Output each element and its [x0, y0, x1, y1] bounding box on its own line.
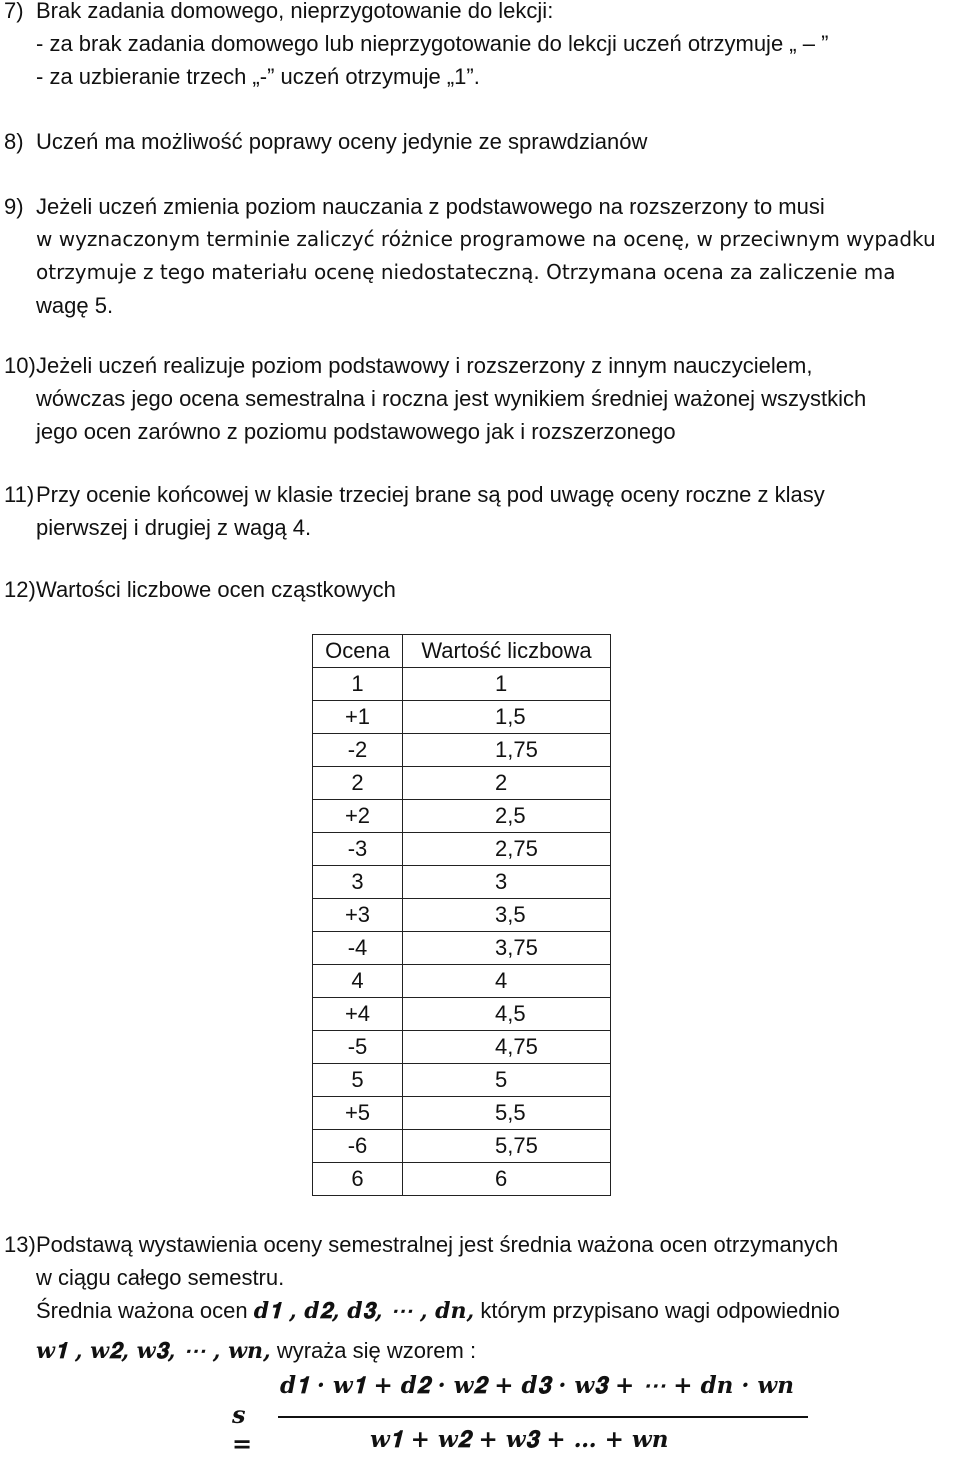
item-13-number: 13) — [4, 1232, 36, 1257]
column-header-wartosc: Wartość liczbowa — [403, 635, 611, 668]
grade-cell: -2 — [313, 734, 403, 767]
grade-cell: 4 — [313, 965, 403, 998]
grade-cell: +3 — [313, 899, 403, 932]
table-row — [313, 767, 611, 800]
value-cell: 1 — [403, 668, 611, 701]
item-13-line-3-suffix: którym przypisano wagi odpowiednio — [480, 1298, 840, 1323]
value-cell: 5,75 — [403, 1130, 611, 1163]
item-11-line-1: Przy ocenie końcowej w klasie trzeciej brane są pod uwagę oceny roczne z klasy — [36, 482, 825, 507]
item-8-number: 8) — [4, 129, 24, 154]
item-7-line-1: - za brak zadania domowego lub nieprzygotowanie do lekcji uczeń otrzymuje „ – ” — [36, 31, 829, 56]
value-cell: 1,5 — [403, 701, 611, 734]
value-cell: 2,5 — [403, 800, 611, 833]
grade-cell: +4 — [313, 998, 403, 1031]
value-cell: 4,75 — [403, 1031, 611, 1064]
table-row — [313, 899, 611, 932]
item-13-line-3-prefix: Średnia ważona ocen — [36, 1298, 248, 1323]
table-header-row — [313, 635, 611, 668]
item-11-line-2: pierwszej i drugiej z wagą 4. — [36, 515, 312, 540]
table-row — [313, 932, 611, 965]
item-7-number: 7) — [4, 0, 24, 23]
grade-cell: -4 — [313, 932, 403, 965]
value-cell: 2 — [403, 767, 611, 800]
value-cell: 2,75 — [403, 833, 611, 866]
item-10-line-1: Jeżeli uczeń realizuje poziom podstawowy i rozszerzony z innym nauczycielem, — [36, 353, 813, 378]
value-cell: 3,5 — [403, 899, 611, 932]
value-cell: 4 — [403, 965, 611, 998]
table-row — [313, 1130, 611, 1163]
value-cell: 5 — [403, 1064, 611, 1097]
grade-cell: +5 — [313, 1097, 403, 1130]
table-row — [313, 701, 611, 734]
item-9-line-4: wagę 5. — [36, 293, 114, 318]
item-13-line-4-suffix: wyraża się wzorem : — [276, 1338, 477, 1363]
value-cell: 3 — [403, 866, 611, 899]
item-9-number: 9) — [4, 194, 24, 219]
table-row — [313, 668, 611, 701]
value-cell: 4,5 — [403, 998, 611, 1031]
column-header-ocena: Ocena — [313, 635, 403, 668]
grade-cell: +1 — [313, 701, 403, 734]
table-row — [313, 1064, 611, 1097]
weights-variables: 𝒘𝟏 , 𝒘𝟐, 𝒘𝟑, ⋯ , 𝒘𝒏, — [36, 1338, 271, 1364]
formula-denominator: 𝒘𝟏 + 𝒘𝟐 + 𝒘𝟑 + … + 𝒘𝒏 — [370, 1426, 669, 1453]
formula-numerator: 𝒅𝟏 · 𝒘𝟏 + 𝒅𝟐 · 𝒘𝟐 + 𝒅𝟑 · 𝒘𝟑 + ⋯ + 𝒅𝒏 · 𝒘𝒏 — [280, 1372, 794, 1399]
item-9-line-3-part-2: Otrzymana ocena za zaliczenie ma — [539, 260, 896, 284]
item-7-title: Brak zadania domowego, nieprzygotowanie do lekcji: — [36, 0, 554, 23]
table-row — [313, 866, 611, 899]
item-9-line-2: w wyznaczonym terminie zaliczyć różnice programowe na ocenę, w przeciwnym wypadku — [36, 227, 936, 251]
grade-cell: 3 — [313, 866, 403, 899]
item-13-line-1: Podstawą wystawienia oceny semestralnej jest średnia ważona ocen otrzymanych — [36, 1232, 839, 1257]
grade-cell: -5 — [313, 1031, 403, 1064]
item-9-line-3 — [36, 256, 896, 289]
item-9-line-1: Jeżeli uczeń zmienia poziom nauczania z podstawowego na rozszerzony to musi — [36, 194, 825, 219]
formula-lhs: 𝒔 = — [232, 1400, 253, 1458]
grade-cell: -6 — [313, 1130, 403, 1163]
table-row — [313, 1031, 611, 1064]
item-11-number: 11) — [4, 482, 35, 507]
item-7-line-2: - za uzbieranie trzech „-” uczeń otrzymuje „1”. — [36, 64, 480, 89]
item-13-line-4 — [36, 1334, 476, 1368]
item-13-line-2: w ciągu całego semestru. — [36, 1265, 285, 1290]
table-row — [313, 833, 611, 866]
fraction-bar — [278, 1416, 808, 1418]
item-12-number: 12) — [4, 577, 36, 602]
item-13-line-3 — [36, 1294, 840, 1328]
item-12-text: Wartości liczbowe ocen cząstkowych — [36, 577, 396, 602]
grade-cell: 5 — [313, 1064, 403, 1097]
value-cell: 6 — [403, 1163, 611, 1196]
table-row — [313, 734, 611, 767]
value-cell: 5,5 — [403, 1097, 611, 1130]
grade-cell: 6 — [313, 1163, 403, 1196]
grade-cell: 2 — [313, 767, 403, 800]
table-row — [313, 800, 611, 833]
value-cell: 3,75 — [403, 932, 611, 965]
grade-cell: -3 — [313, 833, 403, 866]
grade-values-table — [312, 634, 611, 1196]
grade-cell: +2 — [313, 800, 403, 833]
item-8-text: Uczeń ma możliwość poprawy oceny jedynie ze sprawdzianów — [36, 129, 648, 154]
item-10-number: 10) — [4, 353, 36, 378]
item-10-line-2: wówczas jego ocena semestralna i roczna jest wynikiem średniej ważonej wszystkich — [36, 386, 867, 411]
grade-cell: 1 — [313, 668, 403, 701]
item-9-line-3-part-1: otrzymuje z tego materiału ocenę niedostateczną. — [36, 260, 540, 284]
table-row — [313, 1163, 611, 1196]
value-cell: 1,75 — [403, 734, 611, 767]
item-10-line-3: jego ocen zarówno z poziomu podstawowego jak i rozszerzonego — [36, 419, 676, 444]
grades-variables: 𝒅𝟏 , 𝒅𝟐, 𝒅𝟑, ⋯ , 𝒅𝒏, — [253, 1298, 475, 1324]
table-row — [313, 998, 611, 1031]
table-row — [313, 965, 611, 998]
table-row — [313, 1097, 611, 1130]
